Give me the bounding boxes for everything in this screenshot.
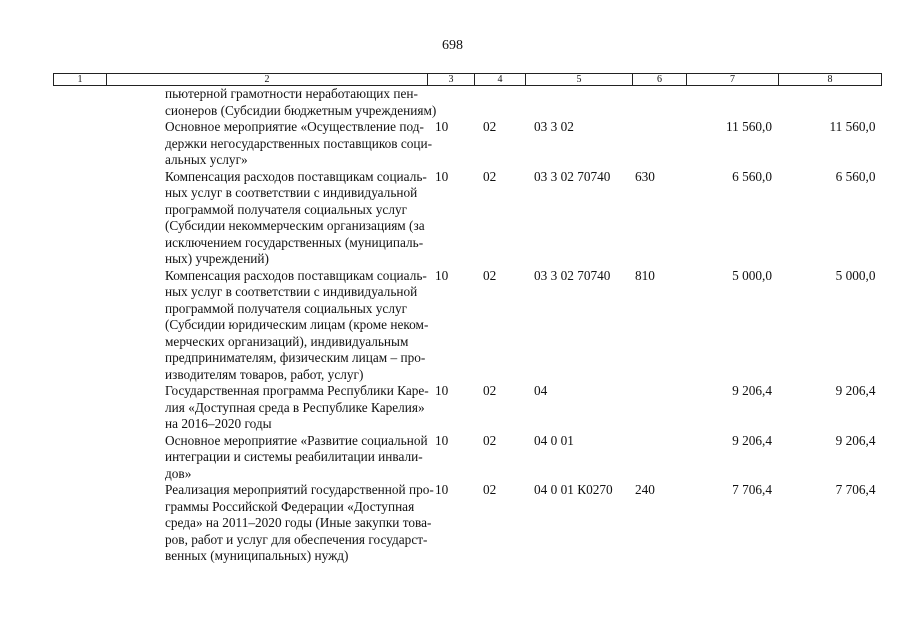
table-row (54, 86, 882, 120)
cell-section: 10 (435, 267, 449, 283)
description-line: Основное мероприятие «Развитие социальной (165, 432, 428, 448)
cell-section: 10 (435, 119, 449, 134)
cell-section: 10 (435, 383, 449, 398)
description-line: программой получателя социальных услуг (165, 201, 408, 217)
description-line: мерческих организаций), индивидуальным (165, 333, 409, 349)
description-line: программой получателя социальных услуг (165, 300, 408, 316)
description-line: лия «Доступная среда в Республике Карелия» (165, 399, 425, 415)
cell-col-1 (54, 268, 107, 384)
header-col-4: 4 (475, 74, 526, 86)
cell-subsection: 02 (483, 432, 497, 448)
cell-amount-col8 (779, 86, 882, 120)
description-line: Компенсация расходов поставщикам социаль- (165, 267, 427, 283)
description-line: предпринимателям, физическим лицам – про- (165, 350, 426, 365)
table-row (54, 119, 882, 169)
cell-subsection: 02 (483, 267, 497, 283)
cell-amount-col7: 7 706,4 (732, 482, 772, 497)
cell-description (107, 268, 428, 384)
cell-description (107, 433, 428, 483)
description-line: (Субсидии юридическим лицам (кроме неком- (165, 317, 429, 332)
cell-col-1 (54, 482, 107, 565)
page-number: 698 (442, 38, 463, 53)
cell-amount-col8: 9 206,4 (835, 383, 876, 398)
description-line: сионеров (Субсидии бюджетным учреждениям) (165, 102, 437, 118)
header-row (54, 74, 882, 86)
cell-expense-type (633, 86, 687, 120)
header-col-1: 1 (54, 74, 107, 86)
cell-description (107, 482, 434, 565)
cell-subsection: 02 (483, 482, 497, 497)
cell-target-article: 03 3 02 70740 (534, 267, 611, 283)
description-line: альных услуг» (165, 152, 248, 167)
cell-amount-col8: 7 706,4 (835, 482, 876, 497)
description-line: ров, работ и услуг для обеспечения государст- (165, 531, 428, 547)
cell-amount-col7: 11 560,0 (725, 119, 772, 134)
table-row (54, 268, 882, 384)
description-line: ных) учреждений) (165, 251, 269, 266)
description-line: ных услуг в соответствии с индивидуальной (165, 284, 418, 299)
cell-expense-type: 630 (635, 168, 655, 184)
description-line: ных услуг в соответствии с индивидуальной (165, 185, 418, 200)
description-line: Государственная программа Республики Каре- (165, 383, 429, 398)
cell-subsection: 02 (483, 168, 497, 184)
cell-amount-col8: 9 206,4 (835, 432, 876, 448)
cell-section: 10 (435, 482, 449, 497)
cell-amount-col7: 9 206,4 (732, 383, 772, 398)
header-col-7: 7 (687, 74, 779, 86)
header-col-3: 3 (428, 74, 475, 86)
description-line: среда» на 2011–2020 годы (Иные закупки това- (165, 515, 432, 530)
cell-col-1 (54, 86, 107, 120)
cell-target-article: 03 3 02 70740 (534, 168, 611, 184)
cell-expense-type (633, 383, 687, 433)
table-row (54, 169, 882, 268)
description-line: интеграции и системы реабилитации инвали- (165, 449, 423, 464)
cell-col-1 (54, 433, 107, 483)
description-line: пьютерной грамотности неработающих пен- (165, 86, 418, 101)
description-line: (Субсидии некоммерческим организациям (за (165, 218, 425, 233)
description-line: Реализация мероприятий государственной про- (165, 482, 434, 497)
header-col-6: 6 (633, 74, 687, 86)
cell-target-article: 04 (534, 383, 548, 398)
cell-expense-type: 240 (635, 482, 655, 497)
description-line: граммы Российской Федерации «Доступная (165, 498, 415, 514)
cell-description (107, 86, 437, 120)
cell-col-1 (54, 383, 107, 433)
cell-description (107, 383, 428, 433)
cell-subsection (475, 86, 526, 120)
cell-amount-col7: 5 000,0 (732, 267, 772, 283)
header-col-2: 2 (107, 74, 428, 86)
cell-target-article: 04 0 01 (534, 432, 574, 448)
cell-col-1 (54, 119, 107, 169)
cell-expense-type: 810 (635, 267, 655, 283)
description-line: Основное мероприятие «Осуществление под- (165, 119, 424, 134)
cell-description (107, 119, 433, 169)
table-row (54, 433, 882, 483)
header-col-8: 8 (779, 74, 882, 86)
cell-target-article (526, 86, 633, 120)
description-line: дов» (165, 465, 192, 481)
table-row (54, 383, 882, 433)
table-body (54, 86, 882, 565)
cell-amount-col8: 5 000,0 (835, 267, 876, 283)
cell-target-article: 03 3 02 (534, 119, 574, 134)
cell-expense-type (633, 433, 687, 483)
description-line: держки негосударственных поставщиков соци- (165, 135, 433, 151)
cell-target-article: 04 0 01 К0270 (534, 482, 613, 497)
description-line: исключением государственных (муниципаль- (165, 234, 424, 250)
cell-col-1 (54, 169, 107, 268)
cell-amount-col7 (687, 86, 779, 120)
cell-amount-col8: 6 560,0 (835, 168, 876, 184)
cell-section: 10 (435, 432, 449, 448)
header-col-5: 5 (526, 74, 633, 86)
cell-amount-col8: 11 560,0 (829, 119, 876, 134)
table-row (54, 482, 882, 565)
cell-amount-col7: 9 206,4 (732, 432, 772, 448)
cell-subsection: 02 (483, 383, 497, 398)
description-line: Компенсация расходов поставщикам социаль- (165, 168, 427, 184)
cell-description (107, 169, 428, 268)
cell-amount-col7: 6 560,0 (732, 168, 772, 184)
description-line: на 2016–2020 годы (165, 416, 272, 431)
description-line: изводителям товаров, работ, услуг) (165, 366, 364, 382)
cell-subsection: 02 (483, 119, 497, 134)
description-line: венных (муниципальных) нужд) (165, 548, 349, 563)
cell-expense-type (633, 119, 687, 169)
cell-section: 10 (435, 168, 449, 184)
budget-table (53, 73, 882, 565)
